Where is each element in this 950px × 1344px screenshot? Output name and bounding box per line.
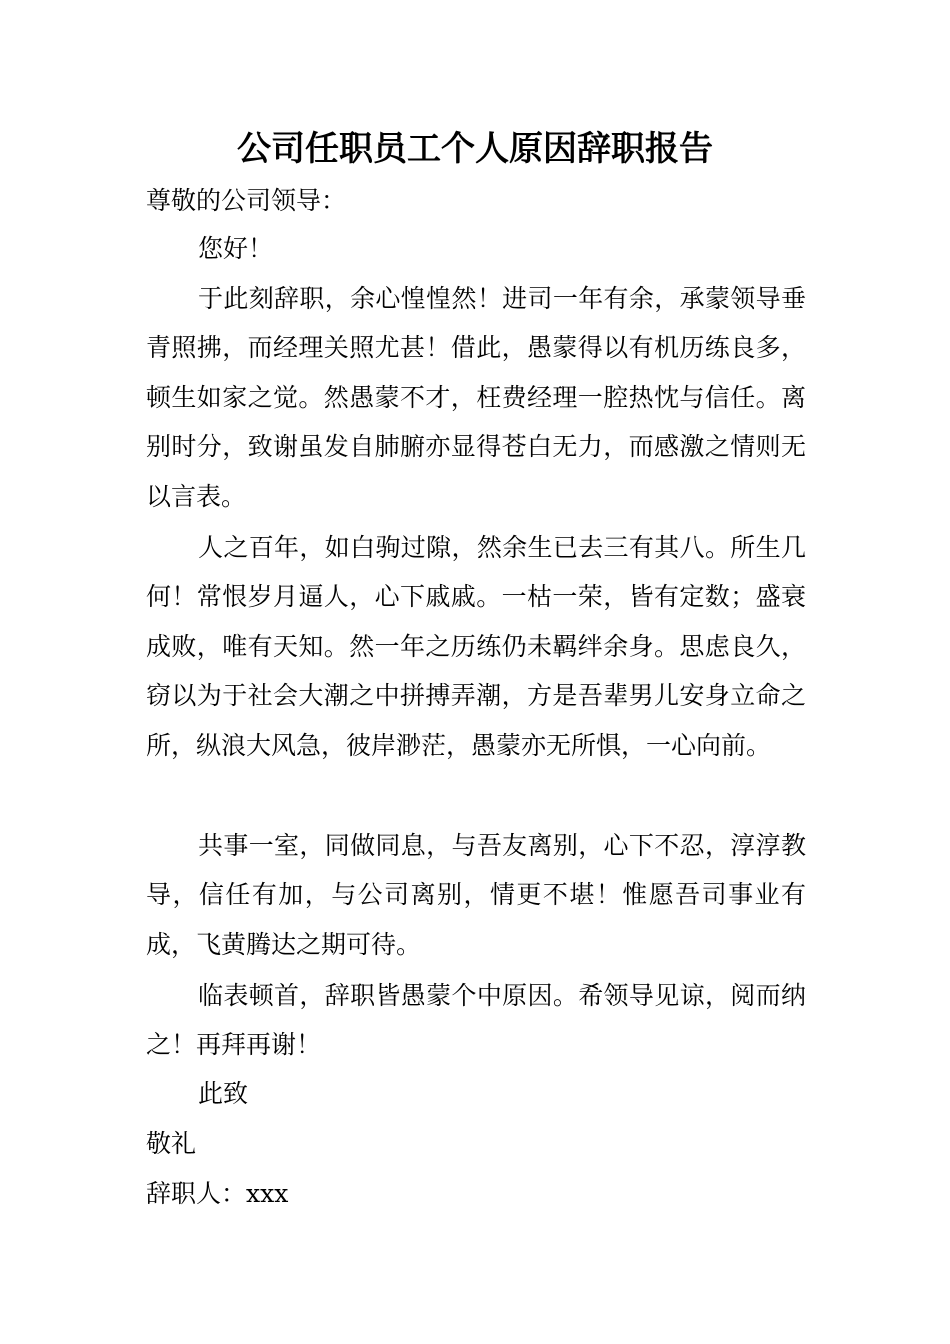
document-title: 公司任职员工个人原因辞职报告 <box>237 129 713 169</box>
body-paragraph-2: 人之百年，如白驹过隙，然余生已去三有其八。所生几何！常恨岁月逼人，心下戚戚。一枯一荣，皆有定数；盛衰成败，唯有天知。然一年之历练仍未羁绊余身。思虑良久，窃以为于社会大潮之中拼搏弄潮，方是吾辈男儿安身立命之所，纵浪大风急，彼岸渺茫，愚蒙亦无所惧，一心向前。 <box>146 533 806 760</box>
closing-line-2: 敬礼 <box>146 1129 197 1158</box>
body-paragraph-3: 共事一室，同做同息，与吾友离别，心下不忍，淳淳教导，信任有加，与公司离别，情更不堪！惟愿吾司事业有成，飞黄腾达之期可待。 <box>146 831 806 959</box>
signature-line: 辞职人：xxx <box>146 1179 289 1208</box>
body-paragraph-4: 临表顿首，辞职皆愚蒙个中原因。希领导见谅，阅而纳之！再拜再谢！ <box>146 981 806 1060</box>
closing-line-1: 此致 <box>198 1079 249 1108</box>
body-paragraph-1: 于此刻辞职，余心惶惶然！进司一年有余，承蒙领导垂青照拂，而经理关照尤甚！借此，愚蒙得以有机历练良多，顿生如家之觉。然愚蒙不才，枉费经理一腔热忱与信任。离别时分，致谢虽发自肺腑亦显得苍白无力，而感激之情则无以言表。 <box>146 284 806 511</box>
salutation: 尊敬的公司领导： <box>146 186 347 215</box>
greeting: 您好！ <box>198 234 274 263</box>
